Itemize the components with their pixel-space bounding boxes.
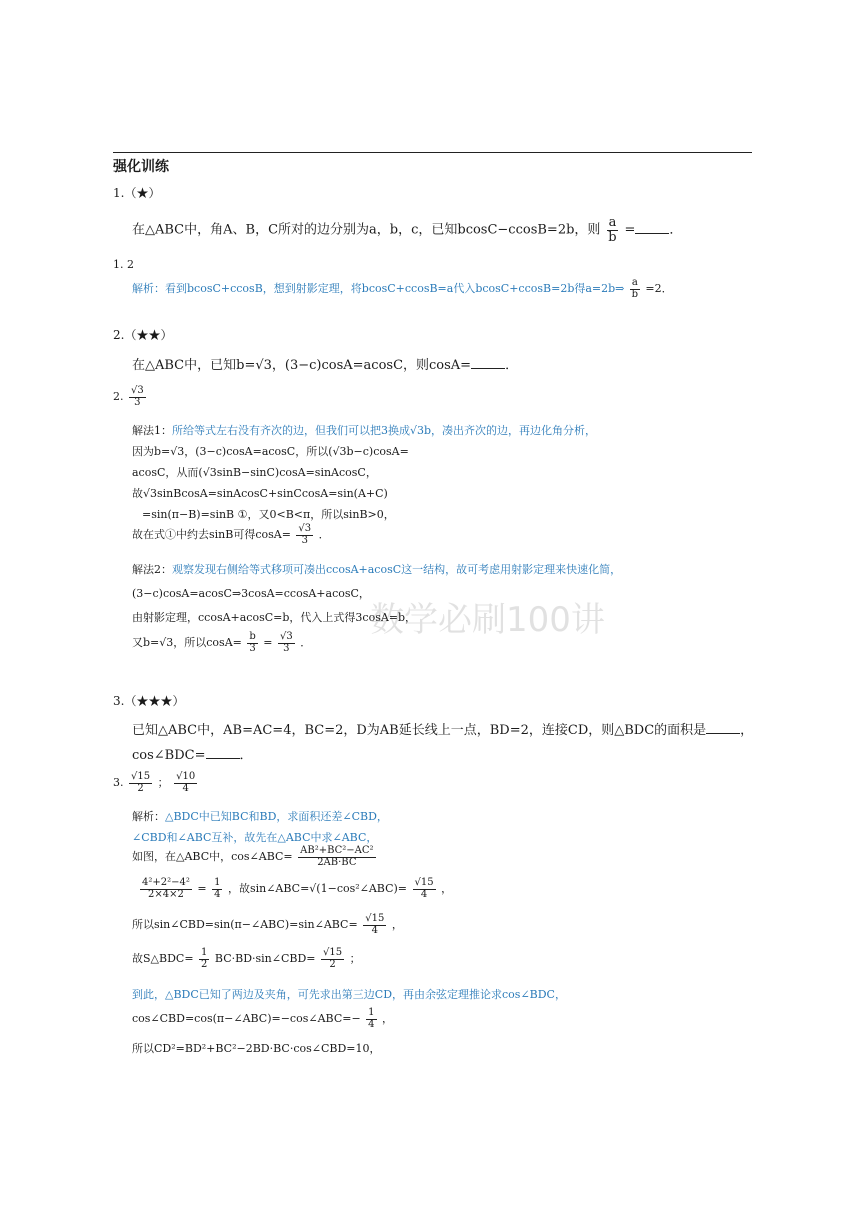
- problem-2-answer: 2. $\frac{√3}{3}$: [113, 385, 144, 408]
- solution-line: 所以CD²=BD²+BC²−2BD·BC·cos∠CBD=10，: [132, 1042, 381, 1055]
- problem-3-question-line-2: cos∠BDC= ．: [132, 748, 253, 763]
- solution-line: 由射影定理，ccosA+acosC=b，代入上式得3cosA=b，: [132, 611, 417, 624]
- solution-line: ∠CBD和∠ABC互补，故先在△ABC中求∠ABC，: [132, 831, 378, 844]
- solution-line: 因为b=√3，(3−c)cosA=acosC，所以(√3b−c)cosA=: [132, 445, 409, 458]
- problem-3-number: 3.（★★★）: [113, 694, 185, 708]
- solution-line: acosC，从而(√3sinB−sinC)cosA=sinAcosC，: [132, 466, 377, 479]
- solution-line: 如图，在△ABC中，cos∠ABC= $\frac{\text{AB²+BC²−AC²}}{2AB\cdot BC}$: [132, 845, 374, 868]
- problem-1-question: 在△ABC中，角A、B，C所对的边分别为a，b，c，已知bcosC−ccosB=2b，则 $\frac{a}{b}$ = ．: [132, 215, 683, 245]
- problem-3-answer: 3. $\frac{√15}{2}$ ； $\frac{√10}{4}$: [113, 771, 196, 794]
- problem-1-analysis: 解析：看到bcosC+ccosB，想到射影定理，将bcosC+ccosB=a代入bcosC+ccosB=2b得a=2b⇒ $\frac{a}{b}$ =2．: [132, 277, 673, 300]
- solution-line: cos∠CBD=cos(π−∠ABC)=−cos∠ABC=− $\frac{1}{4}$ ，: [132, 1007, 394, 1030]
- solution-line: 故在式①中约去sinB可得cosA= $\frac{√3}{3}$ ．: [132, 523, 330, 546]
- section-title: 强化训练: [113, 159, 169, 175]
- solution-line: 到此，△BDC已知了两边及夹角，可先求出第三边CD，再由余弦定理推论求cos∠BDC，: [132, 988, 566, 1001]
- top-rule: [113, 152, 752, 153]
- problem-3-analysis: 解析：△BDC中已知BC和BD，求面积还差∠CBD，: [132, 810, 388, 823]
- answer-blank: [471, 368, 505, 369]
- solution-line: (3−c)cosA=acosC⇒3cosA=ccosA+acosC，: [132, 587, 370, 600]
- watermark: 数学必刷100讲: [370, 600, 605, 640]
- solution-1-intro: 解法1：所给等式左右没有齐次的边，但我们可以把3换成√3b，凑出齐次的边，再边化角分析，: [132, 424, 597, 437]
- solution-line: =sin(π−B)=sinB ①，又0<B<π，所以sinB>0，: [142, 508, 395, 521]
- problem-1-fraction: $\frac{a}{b}$: [608, 215, 617, 245]
- solution-line: 故S△BDC= $\frac{1}{2}$ BC·BD·sin∠CBD= $\frac{√15}{2}$ ；: [132, 947, 361, 970]
- solution-2-intro: 解法2：观察发现右侧给等式移项可凑出ccosA+acosC这一结构，故可考虑用射影定理来快速化简，: [132, 563, 622, 576]
- answer-blank: [206, 758, 240, 759]
- problem-1-number: 1.（★）: [113, 186, 161, 200]
- answer-blank: [706, 733, 740, 734]
- answer-blank: [635, 233, 669, 234]
- problem-2-question: 在△ABC中，已知b=√3，(3−c)cosA=acosC，则cosA= ．: [132, 358, 519, 373]
- solution-line: 又b=√3，所以cosA= $\frac{b}{3}$ = $\frac{√3}{3}$ ．: [132, 631, 312, 654]
- problem-3-question-line-1: 已知△ABC中，AB=AC=4，BC=2，D为AB延长线上一点，BD=2，连接CD，则△BDC的面积是 ，: [132, 723, 754, 738]
- solution-line: $\frac{\text{4²+2²−4²}}{2\times 4\times 2}$ = $\frac{1}{4}$ ，故sin∠ABC=√(1−cos²∠ABC)= $\frac{√15}{4}$ ，: [142, 877, 453, 900]
- problem-1-answer: 1. 2: [113, 258, 134, 271]
- solution-line: 所以sin∠CBD=sin(π−∠ABC)=sin∠ABC= $\frac{√15}{4}$ ，: [132, 913, 403, 936]
- solution-line: 故√3sinBcosA=sinAcosC+sinCcosA=sin(A+C): [132, 487, 388, 500]
- problem-2-number: 2.（★★）: [113, 328, 173, 342]
